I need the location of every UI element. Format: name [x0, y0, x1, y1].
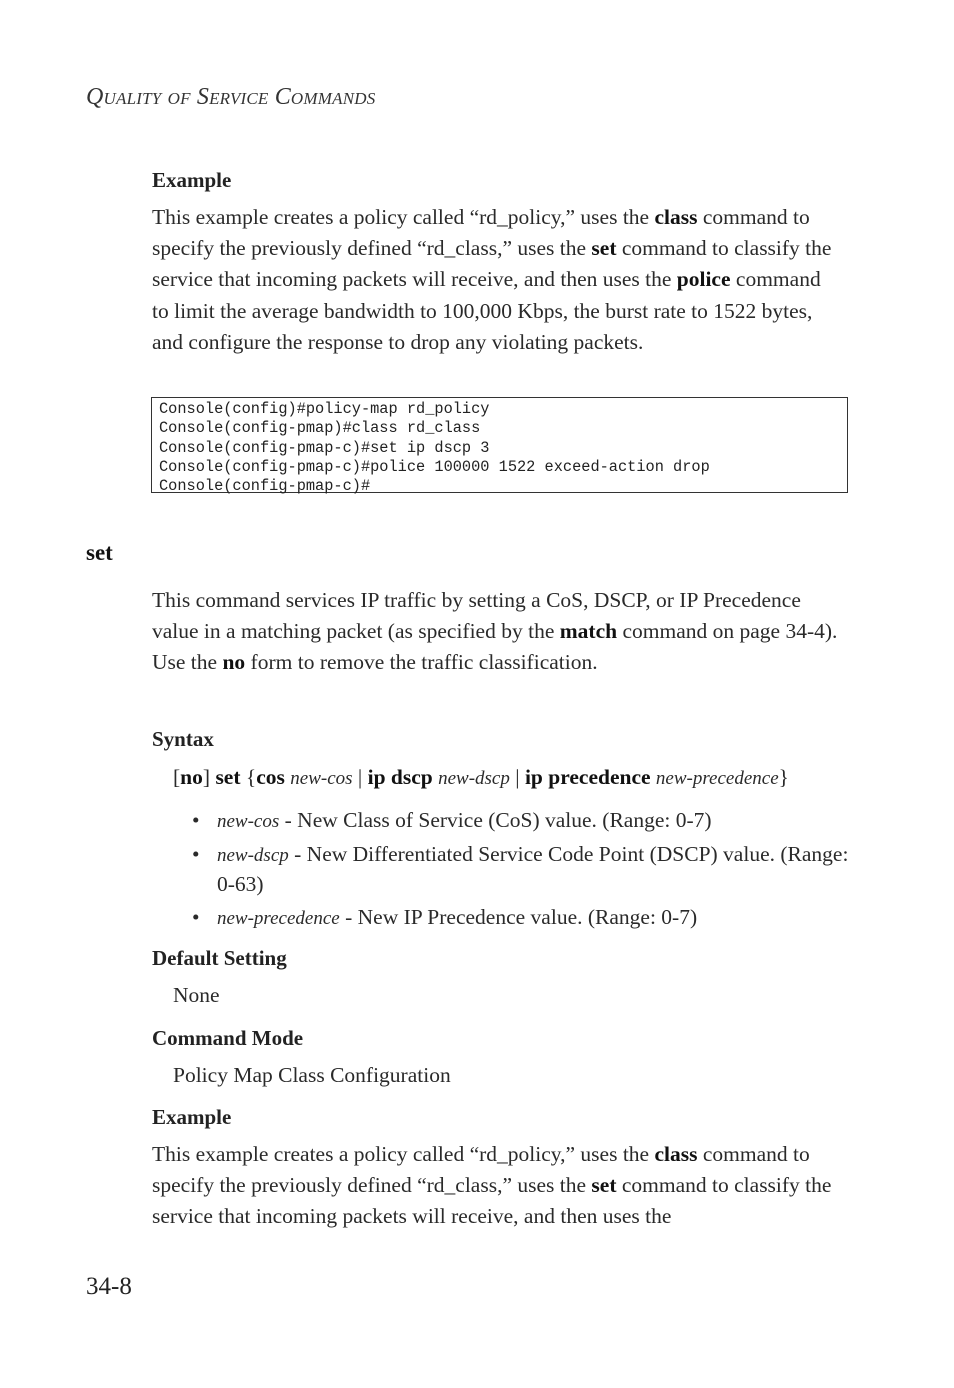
- example-paragraph: [152, 202, 842, 358]
- syntax-line: [173, 762, 789, 794]
- bullet-marker: •: [192, 808, 200, 832]
- param-name: new-precedence: [217, 908, 340, 929]
- example-heading: Example: [152, 168, 232, 192]
- param-name: new-dscp: [217, 845, 289, 866]
- syntax-brace: {: [245, 765, 257, 789]
- list-item: [192, 840, 852, 899]
- syntax-heading: Syntax: [152, 727, 214, 751]
- list-item: [192, 806, 852, 836]
- keyword-no: no: [222, 650, 246, 675]
- list-item: [192, 903, 852, 933]
- default-setting-value: None: [173, 983, 220, 1007]
- command-description: [152, 585, 842, 679]
- default-setting-heading: Default Setting: [152, 946, 287, 970]
- code-line: Console(config-pmap-c)#set ip dscp 3: [159, 438, 490, 457]
- text-run: form to remove the traffic classification.: [245, 650, 598, 675]
- text-run: command to specify the previously defined “rd_class,” uses the: [152, 205, 810, 261]
- text-run: This command services IP traffic by setting a CoS, DSCP, or IP Precedence value in a matching packet (as specified by the: [152, 588, 801, 644]
- parameter-list: [192, 806, 852, 937]
- syntax-param: new-cos: [290, 768, 353, 789]
- text-run: command to specify the previously defined “rd_class,” uses the: [152, 1142, 810, 1198]
- page-number: 34-8: [86, 1273, 132, 1300]
- code-line: Console(config-pmap-c)#police 100000 1522 exceed-action drop: [159, 457, 710, 476]
- syntax-param: new-precedence: [655, 768, 779, 789]
- keyword-set: set: [591, 236, 617, 261]
- text-run: command to limit the average bandwidth to 100,000 Kbps, the burst rate to 1522 bytes, and configure the response to drop any violating packets.: [152, 267, 821, 354]
- text-run: This example creates a policy called “rd_policy,” uses the: [152, 1142, 655, 1166]
- keyword-police: police: [676, 267, 731, 292]
- keyword-class: class: [654, 205, 698, 229]
- param-desc: - New IP Precedence value. (Range: 0-7): [339, 905, 698, 929]
- example-heading: Example: [152, 1105, 232, 1129]
- bullet-marker: •: [192, 905, 200, 929]
- syntax-keyword: cos: [256, 765, 285, 789]
- text-run: command on page 34-4). Use the: [152, 619, 838, 675]
- code-line: Console(config)#policy-map rd_policy: [159, 400, 490, 418]
- syntax-keyword: no: [180, 765, 203, 789]
- syntax-separator: |: [357, 765, 363, 789]
- text-run: command to classify the service that incoming packets will receive, and then uses the: [152, 236, 832, 292]
- command-mode-heading: Command Mode: [152, 1026, 304, 1050]
- keyword-set: set: [591, 1173, 617, 1198]
- command-title: set: [86, 540, 113, 565]
- syntax-bracket: [: [173, 765, 181, 789]
- code-line: Console(config-pmap-c)#: [159, 477, 371, 496]
- text-run: command to classify the service that incoming packets will receive, and then uses the: [152, 1173, 832, 1229]
- bullet-marker: •: [192, 842, 200, 866]
- running-header: Quality of Service Commands: [86, 84, 376, 110]
- syntax-brace: }: [778, 765, 789, 789]
- command-mode-value: Policy Map Class Configuration: [173, 1063, 451, 1087]
- syntax-separator: |: [515, 765, 520, 789]
- param-desc: - New Differentiated Service Code Point (DSCP) value. (Range: 0-63): [217, 842, 849, 896]
- example-paragraph: [152, 1139, 842, 1233]
- keyword-match: match: [559, 619, 618, 644]
- param-name: new-cos: [217, 811, 280, 832]
- param-desc: - New Class of Service (CoS) value. (Range: 0-7): [279, 808, 712, 832]
- syntax-bracket: ]: [202, 765, 211, 789]
- syntax-keyword: ip dscp: [367, 765, 433, 789]
- syntax-keyword: ip precedence: [524, 765, 651, 789]
- text-run: This example creates a policy called “rd_policy,” uses the: [152, 205, 655, 229]
- syntax-keyword: set: [215, 765, 241, 789]
- code-line: Console(config-pmap)#class rd_class: [159, 419, 481, 438]
- syntax-param: new-dscp: [438, 768, 510, 789]
- keyword-class: class: [654, 1142, 698, 1166]
- code-example-box: [151, 397, 848, 496]
